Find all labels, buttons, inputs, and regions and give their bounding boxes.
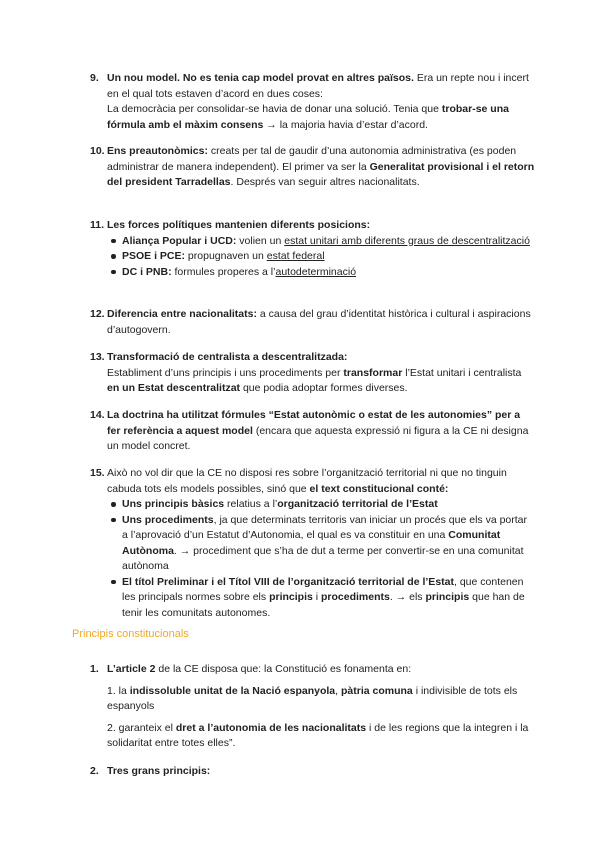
- text: formules properes a l’: [171, 265, 276, 278]
- bold-text: Generalitat provisional i el retorn del president Tarradellas: [107, 160, 535, 188]
- item-number: 2.: [90, 765, 99, 777]
- text: de la CE disposa que: la Constitució es fonamenta en:: [155, 663, 412, 675]
- section-heading: Principis constitucionals: [72, 628, 189, 640]
- text: . → procediment que s’ha de dut a terme per convertir-se en una comunitat autònoma: [122, 544, 524, 572]
- text: Era un repte nou i incert en el qual tots estaven d’acord en dues coses:: [107, 72, 529, 100]
- text: 2. garanteix el: [107, 721, 176, 734]
- text: a causa del grau d’identitat històrica i cultural i aspiracions d’autogovern.: [107, 308, 531, 336]
- underlined-text: estat federal: [266, 250, 325, 262]
- section-item-2: [90, 764, 535, 780]
- bullet-item: [107, 497, 535, 513]
- bold-text: Tres grans principis:: [107, 765, 211, 777]
- text: . Després van seguir altres nacionalitats.: [230, 176, 420, 188]
- bullet-item: [107, 265, 535, 281]
- item-number: 12.: [90, 308, 105, 320]
- bold-text: Ens preautonòmics:: [107, 145, 208, 157]
- bullet-item: [107, 234, 535, 250]
- bullet-item: [107, 575, 535, 622]
- item-number: 14.: [90, 409, 105, 421]
- bold-text: L’article 2: [107, 663, 156, 675]
- bold-text: Aliança Popular i UCD:: [122, 234, 237, 247]
- text: volien un: [236, 234, 285, 247]
- bullet-item: [107, 249, 535, 265]
- list-item-13: [90, 350, 535, 397]
- underlined-text: estat unitari amb diferents graus de descentralització: [284, 234, 530, 247]
- sub-paragraph-2: [107, 721, 535, 752]
- bold-text: La doctrina ha utilitzat fórmules “Estat autonòmic o estat de les autonomies” per a fer referència a aquest model: [107, 409, 521, 437]
- item-body: [107, 144, 535, 191]
- bold-text: trobar-se una fórmula amb el màxim consens: [107, 103, 509, 131]
- bullet-list: [107, 234, 535, 281]
- bold-text: Uns procediments: [122, 513, 214, 526]
- underlined-text: autodeterminació: [275, 265, 357, 278]
- item-number: 10.: [90, 145, 105, 157]
- text: Això no vol dir que la CE no disposi res sobre l’organització territorial ni que no tinguin cabuda tots els models possibles, sinó que: [107, 467, 507, 495]
- item-heading: Les forces polítiques mantenien diferents posicions:: [107, 219, 371, 231]
- text: relatius a l’: [224, 498, 278, 510]
- text: l’Estat unitari i centralista: [402, 366, 522, 379]
- list-item-15: [90, 466, 535, 621]
- text: que han de tenir les comunitats autonomes.: [122, 591, 525, 619]
- bold-text: indissoluble unitat de la Nació espanyola: [129, 684, 336, 697]
- text: , que contenen les principals normes sobre els: [122, 575, 524, 603]
- item-body: [107, 662, 535, 678]
- bold-text: organització territorial de l’Estat: [277, 498, 438, 510]
- text: Establiment d’uns principis i uns procediments per: [107, 366, 344, 379]
- bold-text: principis: [269, 591, 313, 603]
- bold-text: PSOE i PCE:: [122, 250, 186, 262]
- bold-text: el text constitucional conté:: [309, 482, 449, 495]
- item-body: [107, 218, 535, 234]
- list-item-11: [90, 218, 535, 280]
- bold-text: El títol Preliminar i el Títol VIII de l’organització territorial de l’Estat: [122, 575, 454, 588]
- text: , ja que determinats territoris van iniciar un procés que els va portar a l’aprovació d’un Estatut d’Autonomia, el qual es va constituir en una: [122, 513, 528, 541]
- bold-text: en un Estat descentralitzat: [107, 382, 241, 394]
- bold-text: dret a l’autonomia de les nacionalitats: [175, 721, 367, 734]
- item-number: 1.: [90, 663, 99, 675]
- text: i: [312, 591, 321, 603]
- text: La democràcia per consolidar-se havia de donar una solució. Tenia que: [107, 103, 442, 115]
- item-body: [107, 466, 535, 497]
- text: 1. la: [107, 684, 130, 697]
- item-body: [107, 350, 535, 397]
- list-item-9: [90, 71, 535, 133]
- bold-text: procediments: [321, 591, 390, 603]
- list-item-10: [90, 144, 535, 191]
- text: → la majoria havia d’estar d’acord.: [263, 118, 428, 131]
- item-number: 11.: [90, 219, 105, 231]
- text: que podia adoptar formes diverses.: [240, 382, 408, 394]
- text: . → els: [389, 591, 426, 603]
- item-heading: Transformació de centralista a descentralitzada:: [107, 351, 348, 363]
- bold-text: Comunitat Autònoma: [122, 529, 501, 557]
- bullet-list: [107, 497, 535, 621]
- text: i de les regions que la integren i la solidaritat entre totes elles”.: [107, 721, 529, 749]
- bold-text: Diferencia entre nacionalitats:: [107, 308, 257, 320]
- list-item-14: [90, 408, 535, 455]
- item-number: 15.: [90, 467, 105, 479]
- text: creats per tal de gaudir d’una autonomia administrativa (es poden administrar de manera independent). El primer va ser la: [107, 145, 517, 173]
- text: propugnaven un: [185, 250, 267, 262]
- text: ,: [335, 684, 341, 697]
- bold-text: Un nou model. No es tenia cap model provat en altres països.: [107, 72, 414, 84]
- bold-text: transformar: [343, 366, 403, 379]
- sub-paragraph-1: [107, 684, 535, 715]
- text: i indivisible de tots els espanyols: [107, 684, 518, 712]
- text: (encara que aquesta expressió ni figura a la CE ni designa un model concret.: [107, 424, 529, 452]
- bold-text: Uns principis bàsics: [122, 498, 225, 510]
- item-number: 9.: [90, 72, 99, 84]
- item-number: 13.: [90, 351, 105, 363]
- bullet-item: [107, 513, 535, 575]
- section-item-1: [90, 662, 535, 752]
- item-body: [107, 764, 535, 780]
- list-item-12: [90, 307, 535, 338]
- item-body: [107, 408, 535, 455]
- item-body: [107, 307, 535, 338]
- bold-text: pàtria comuna: [341, 684, 413, 697]
- item-body: [107, 71, 535, 133]
- bold-text: DC i PNB:: [122, 265, 172, 278]
- bold-text: principis: [425, 591, 470, 603]
